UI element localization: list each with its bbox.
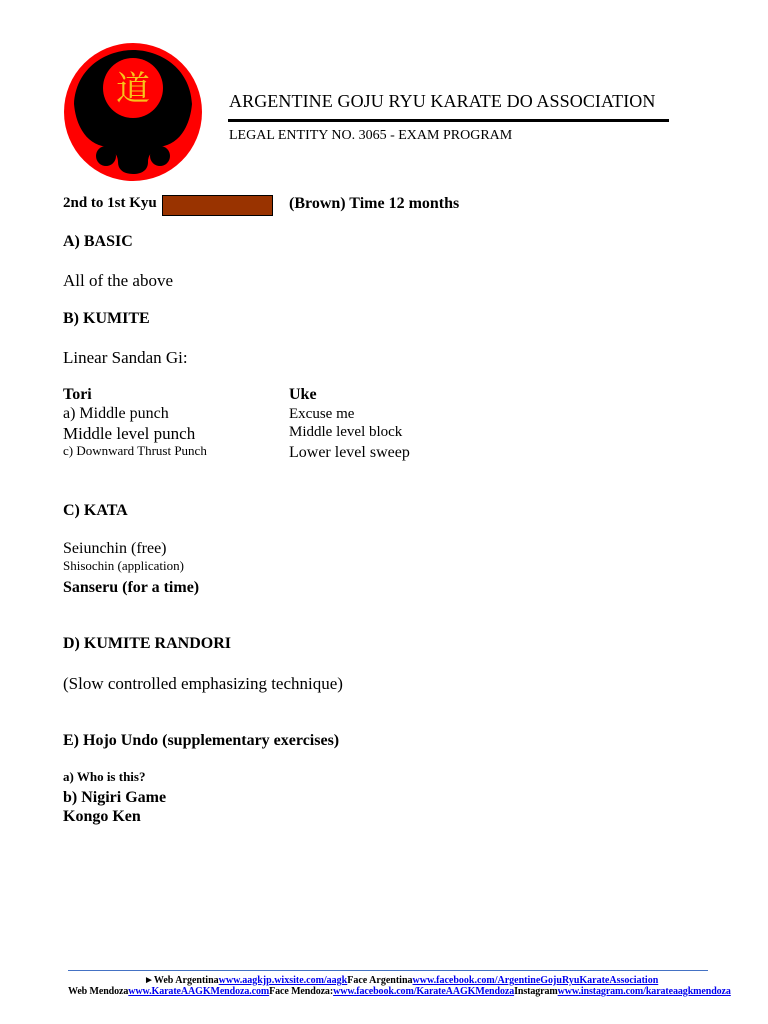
rank-label: 2nd to 1st Kyu: [63, 195, 157, 211]
basic-text: All of the above: [63, 271, 173, 290]
instagram-link[interactable]: www.instagram.com/karateaagkmendoza: [557, 986, 731, 997]
tori-header: Tori: [63, 386, 92, 403]
footer-line-1: [144, 975, 658, 986]
uke-header: Uke: [289, 386, 317, 403]
rank-time: (Brown) Time 12 months: [289, 195, 460, 212]
kumite-heading: B) KUMITE: [63, 310, 150, 327]
uke-item: Middle level block: [289, 424, 403, 440]
header-divider: [228, 119, 669, 122]
dojo-kanji: 道: [116, 69, 150, 109]
web-mendoza-label: Web Mendoza: [68, 986, 129, 997]
footer-line-2: [68, 986, 731, 997]
association-title: ARGENTINE GOJU RYU KARATE DO ASSOCIATION: [229, 91, 656, 111]
face-argentina-link[interactable]: www.facebook.com/ArgentineGojuRyuKarateAssociation: [412, 975, 659, 986]
kata-heading: C) KATA: [63, 502, 128, 519]
tori-item: a) Middle punch: [63, 405, 169, 422]
kata-item: Sanseru (for a time): [63, 579, 200, 596]
exam-program-subtitle: LEGAL ENTITY NO. 3065 - EXAM PROGRAM: [229, 128, 513, 143]
kata-item: Seiunchin (free): [63, 540, 167, 557]
uke-item: Excuse me: [289, 406, 355, 422]
kata-item: Shisochin (application): [63, 558, 184, 573]
hojo-heading: E) Hojo Undo (supplementary exercises): [63, 732, 340, 749]
randori-heading: D) KUMITE RANDORI: [63, 635, 231, 652]
web-argentina-label: ►Web Argentina: [144, 975, 219, 986]
footer-divider: [68, 970, 708, 971]
tori-item: Middle level punch: [63, 424, 196, 443]
hojo-item: b) Nigiri Game: [63, 789, 167, 806]
instagram-label: Instagram: [514, 986, 558, 997]
kumite-intro: Linear Sandan Gi:: [63, 348, 188, 367]
hojo-item: a) Who is this?: [63, 769, 146, 784]
web-argentina-link[interactable]: www.aagkjp.wixsite.com/aagk: [218, 975, 348, 986]
randori-text: (Slow controlled emphasizing technique): [63, 674, 343, 693]
face-mendoza-link[interactable]: www.facebook.com/KarateAAGKMendoza: [333, 986, 515, 997]
face-argentina-label: Face Argentina: [347, 975, 413, 986]
face-mendoza-label: Face Mendoza:: [269, 986, 334, 997]
redaction-box: [162, 195, 273, 216]
uke-item: Lower level sweep: [289, 444, 410, 461]
association-logo: [62, 42, 204, 182]
basic-heading: A) BASIC: [63, 233, 133, 250]
hojo-item: Kongo Ken: [63, 808, 141, 825]
tori-item: c) Downward Thrust Punch: [63, 443, 207, 458]
web-mendoza-link[interactable]: www.KarateAAGKMendoza.com: [128, 986, 270, 997]
